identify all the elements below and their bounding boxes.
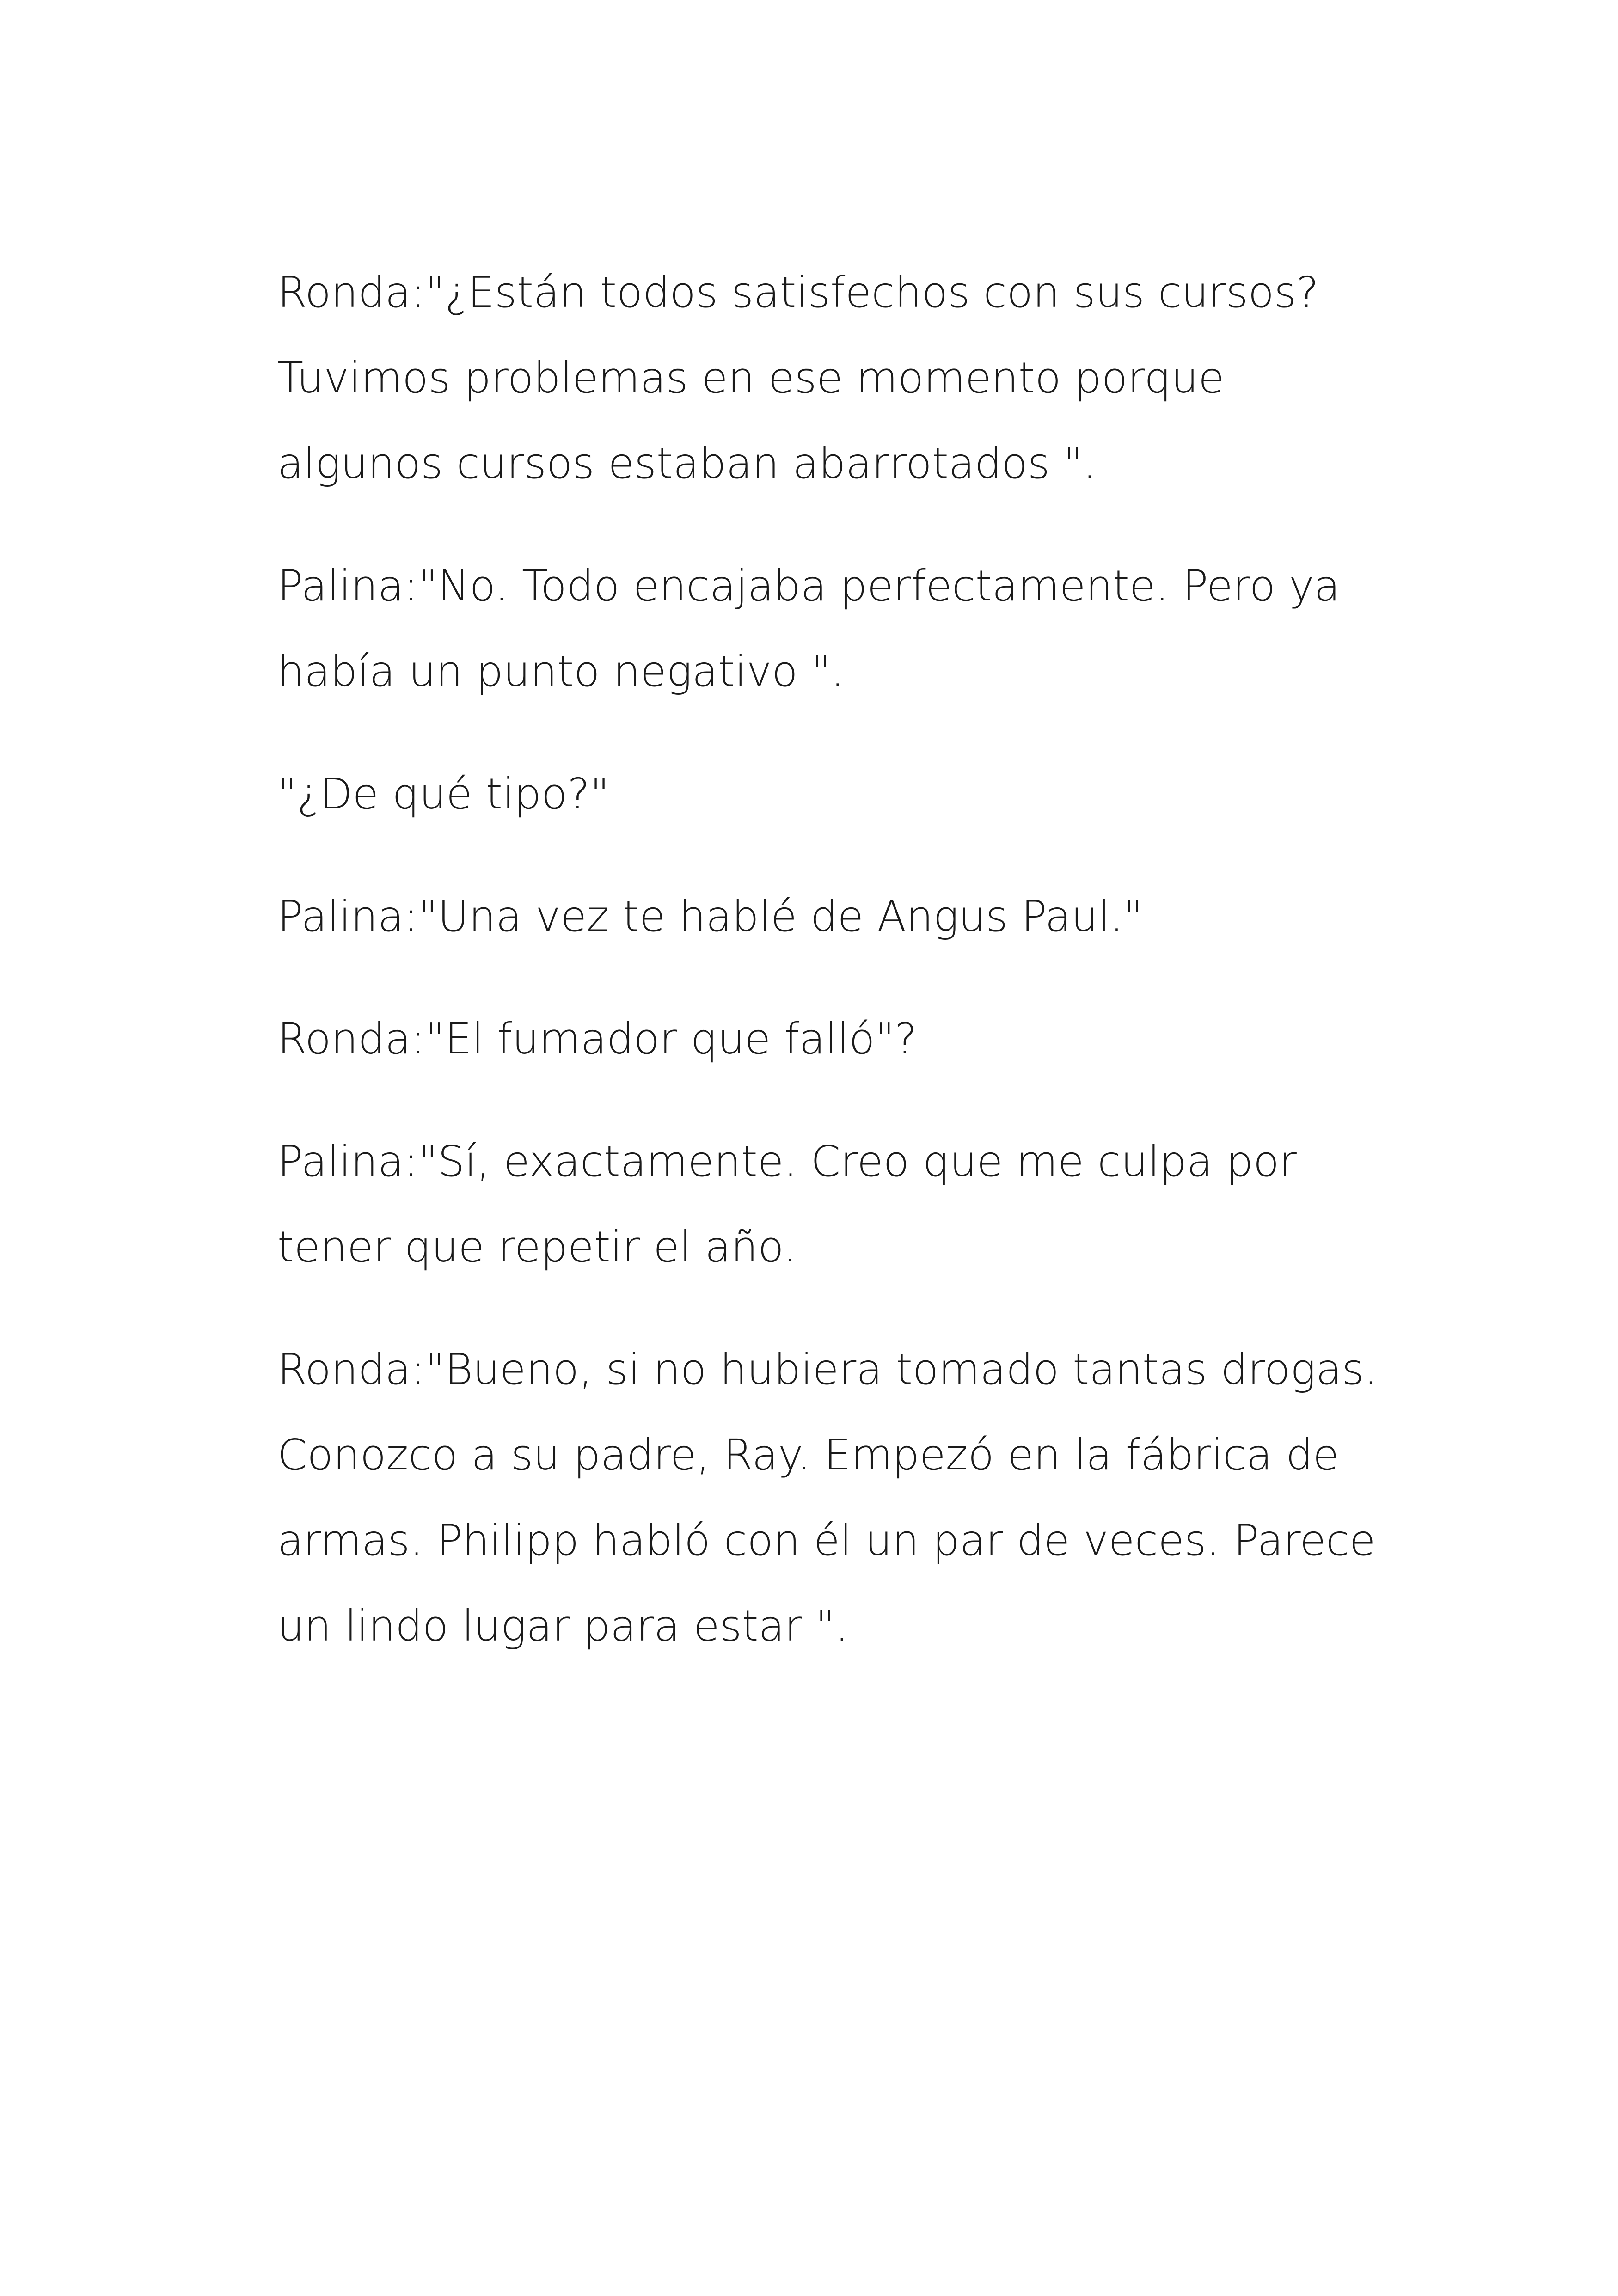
paragraph-palina-angus: Palina:"Una vez te hablé de Angus Paul."	[277, 892, 1143, 941]
paragraph-ronda-father: Ronda:"Bueno, si no hubiera tomado tantas drogas. Conozco a su padre, Ray. Empezó en la fábrica de armas. Philipp habló con él un par de veces. Parece un lindo lugar para estar ".	[277, 1345, 1378, 1651]
paragraph-palina-negative: Palina:"No. Todo encajaba perfectamente. Pero ya había un punto negativo ".	[277, 561, 1340, 696]
paragraph-palina-repeat: Palina:"Sí, exactamente. Creo que me culpa por tener que repetir el año.	[277, 1137, 1297, 1272]
paragraph-ronda-smoker: Ronda:"El fumador que falló"?	[277, 1014, 917, 1064]
paragraph-question-type: "¿De qué tipo?"	[277, 769, 610, 819]
document-body	[277, 250, 1387, 1706]
paragraph-ronda-courses: Ronda:"¿Están todos satisfechos con sus cursos? Tuvimos problemas en ese momento porque algunos cursos estaban abarrotados ".	[277, 268, 1319, 488]
